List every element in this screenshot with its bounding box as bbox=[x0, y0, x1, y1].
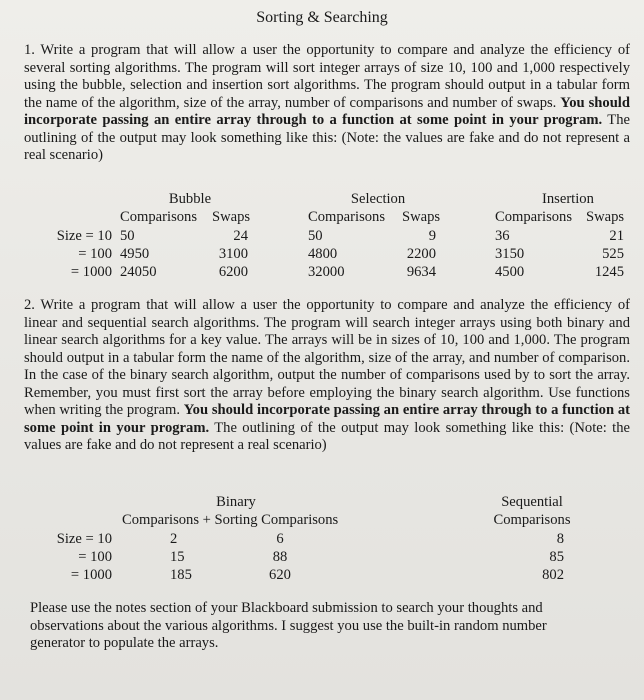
notes-paragraph: Please use the notes section of your Blackboard submission to search your thoughts and observations about the various algorithms. I suggest you use the built-in random number generator to populate the arrays. bbox=[30, 600, 547, 651]
insertion-comparisons: 4500 bbox=[495, 264, 525, 280]
header-selection-swaps: Swaps bbox=[402, 209, 441, 225]
bubble-swaps: 24 bbox=[233, 228, 248, 244]
size-label: Size = 10 bbox=[56, 531, 112, 547]
header-binary-sub: Comparisons + Sorting Comparisons bbox=[122, 512, 339, 528]
size-label: = 1000 bbox=[70, 264, 112, 280]
sequential-comparisons: 802 bbox=[542, 567, 564, 583]
insertion-swaps: 525 bbox=[602, 246, 624, 262]
insertion-swaps: 21 bbox=[609, 228, 624, 244]
question-2-part1: 2. Write a program that will allow a user the opportunity to compare and analyze the efficiency of linear and sequential search algorithms. The program will search integer arrays using both binary and linear search algorithms for a key value. The arrays will be in sizes of 10, 100 and 1,000. The program should output in a tabular form the name of the algorithm, size of the array, and number of comparison. In the case of the binary search algorithm, output the number of comparisons used by to sort the array. Remember, you must first sort the array before employing the binary search algorithm. Use functions when writing the program. bbox=[24, 297, 630, 418]
header-insertion-swaps: Swaps bbox=[586, 209, 625, 225]
sorting-comparisons: 88 bbox=[272, 549, 288, 565]
bubble-swaps: 6200 bbox=[218, 264, 248, 280]
binary-comparisons: 15 bbox=[170, 549, 185, 565]
sorting-comparisons: 620 bbox=[269, 567, 291, 583]
size-label: = 100 bbox=[78, 246, 112, 262]
header-insertion-comparisons: Comparisons bbox=[495, 209, 573, 225]
header-sequential-sub: Comparisons bbox=[493, 512, 571, 528]
question-1-text bbox=[24, 42, 630, 165]
selection-comparisons: 32000 bbox=[308, 264, 345, 280]
size-label: = 1000 bbox=[70, 567, 112, 583]
selection-comparisons: 50 bbox=[308, 228, 323, 244]
header-bubble: Bubble bbox=[168, 191, 212, 207]
header-bubble-swaps: Swaps bbox=[212, 209, 251, 225]
insertion-comparisons: 36 bbox=[495, 228, 510, 244]
question-2-bold: You should incorporate passing an entire array through to a function at some point in your program. bbox=[24, 402, 630, 436]
binary-comparisons: 2 bbox=[170, 531, 178, 547]
selection-swaps: 9634 bbox=[406, 264, 436, 280]
sorting-comparisons: 6 bbox=[276, 531, 284, 547]
insertion-swaps: 1245 bbox=[594, 264, 624, 280]
question-2-text bbox=[24, 297, 630, 455]
sequential-comparisons: 8 bbox=[556, 531, 564, 547]
insertion-comparisons: 3150 bbox=[495, 246, 525, 262]
binary-comparisons: 185 bbox=[170, 567, 192, 583]
bubble-comparisons: 24050 bbox=[120, 264, 157, 280]
size-label: = 100 bbox=[78, 549, 112, 565]
question-2-part2: The outlining of the output may look something like this: (Note: the values are fake and do not represent a real scenario) bbox=[24, 419, 631, 453]
sequential-comparisons: 85 bbox=[549, 549, 564, 565]
bubble-swaps: 3100 bbox=[218, 246, 248, 262]
selection-swaps: 2200 bbox=[406, 246, 436, 262]
question-1-part2: The outlining of the output may look something like this: (Note: the values are fake and do not represent a real scenario) bbox=[24, 112, 630, 163]
bubble-comparisons: 50 bbox=[120, 228, 135, 244]
selection-comparisons: 4800 bbox=[308, 246, 338, 262]
question-1-part1: 1. Write a program that will allow a user the opportunity to compare and analyze the efficiency of several sorting algorithms. The program will sort integer arrays of size 10, 100 and 1,000 respectively using the bubble, selection and insertion sort algorithms. The program should output in a tabular form the name of the algorithm, size of the array, number of comparisons and number of swaps. bbox=[24, 42, 630, 111]
question-1-bold: You should incorporate passing an entire array through to a function at some point in your program. bbox=[24, 94, 630, 128]
header-bubble-comparisons: Comparisons bbox=[120, 209, 198, 225]
selection-swaps: 9 bbox=[428, 228, 436, 244]
size-label: Size = 10 bbox=[56, 228, 112, 244]
header-selection-comparisons: Comparisons bbox=[308, 209, 386, 225]
page-title: Sorting & Searching bbox=[256, 9, 388, 26]
header-sequential: Sequential bbox=[501, 494, 563, 510]
header-selection: Selection bbox=[350, 191, 406, 207]
header-insertion: Insertion bbox=[542, 191, 594, 207]
bubble-comparisons: 4950 bbox=[120, 246, 150, 262]
header-binary: Binary bbox=[216, 494, 256, 510]
